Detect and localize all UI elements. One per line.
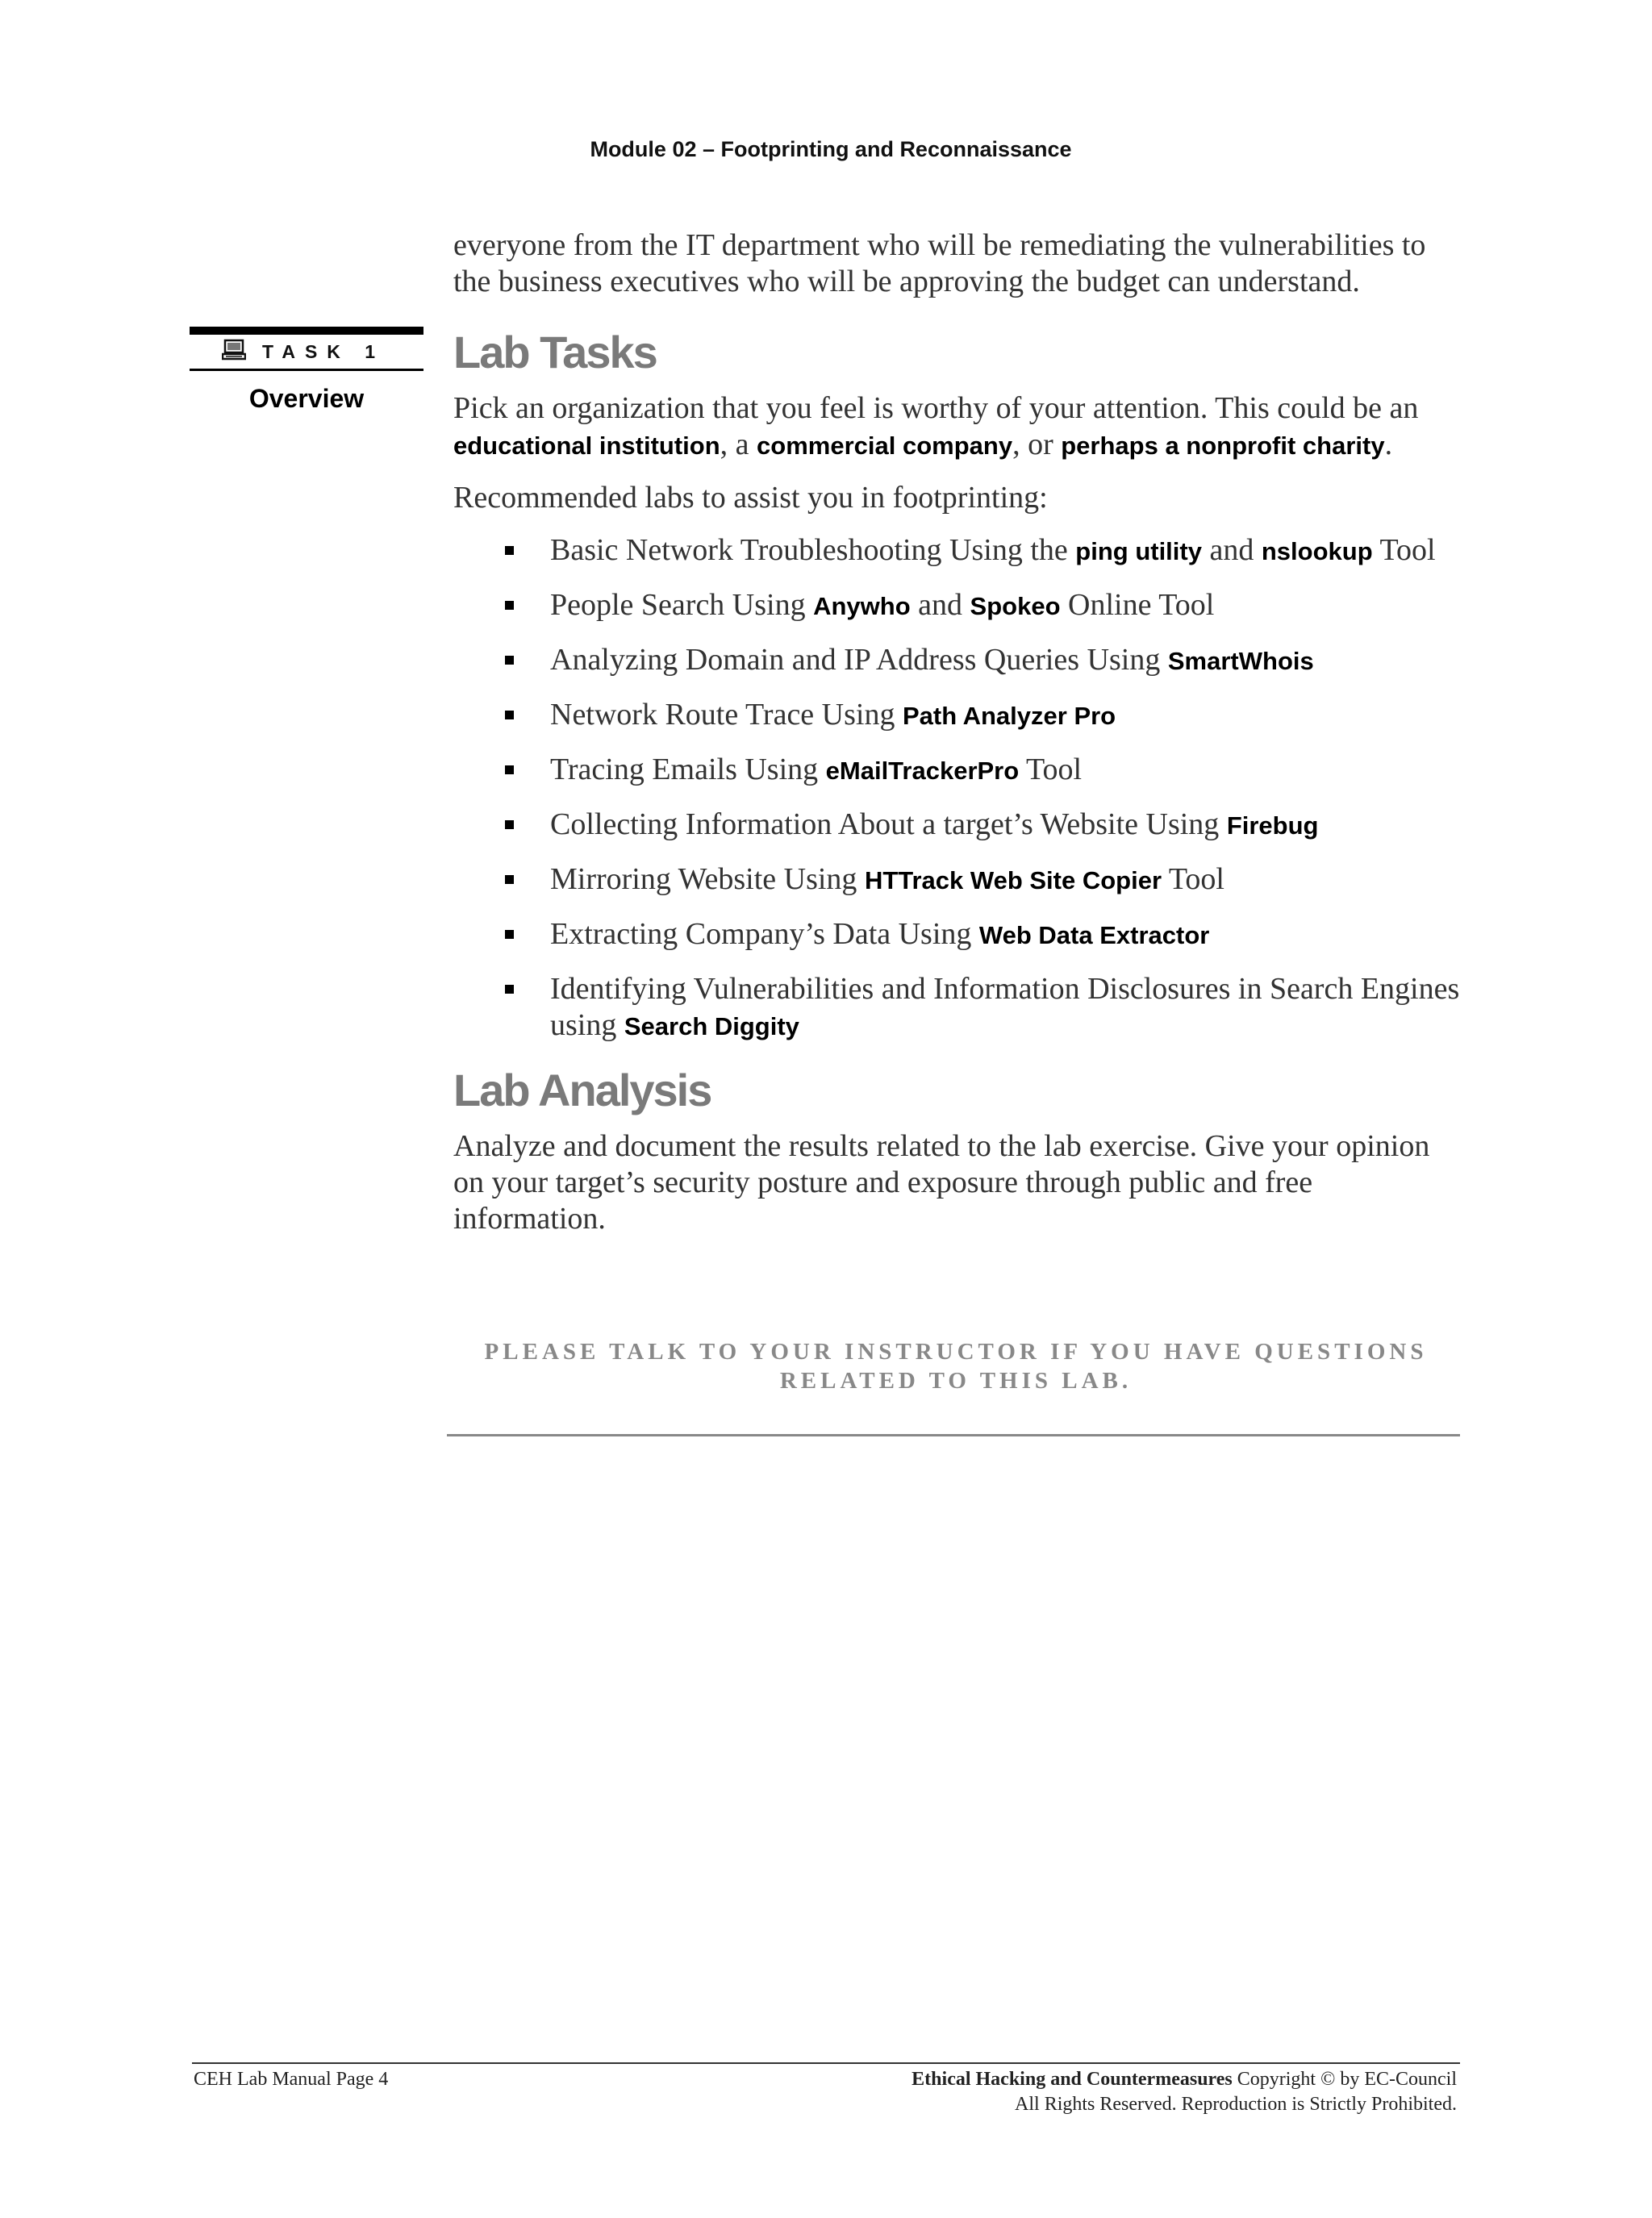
item-text: Network Route Trace Using [550, 698, 903, 732]
lab-analysis-heading: Lab Analysis [453, 1065, 711, 1115]
tool-name: SmartWhois [1167, 647, 1314, 675]
task-label: TASK 1 [262, 340, 386, 362]
bullet-icon [505, 711, 514, 719]
list-item [453, 642, 1462, 679]
tool-name: HTTrack Web Site Copier [864, 866, 1162, 894]
main-content [453, 227, 1462, 1237]
task-sidebar [190, 327, 423, 414]
para-text: , a [720, 427, 757, 461]
item-text: Mirroring Website Using [550, 862, 865, 896]
list-item [453, 752, 1462, 789]
item-text: Tool [1372, 533, 1436, 567]
tool-name: Web Data Extractor [978, 921, 1210, 949]
para-text: Pick an organization that you feel is worthy of your attention. This could be an [453, 391, 1419, 425]
list-item [453, 807, 1462, 844]
tool-name: Firebug [1226, 811, 1319, 840]
term-commercial: commercial company [757, 432, 1013, 460]
recommended-labs-intro: Recommended labs to assist you in footprinting: [453, 481, 1048, 515]
list-item [453, 971, 1462, 1044]
term-nonprofit: perhaps a nonprofit charity [1061, 432, 1385, 460]
intro-continuation: everyone from the IT department who will be remediating the vulnerabilities to the business executives who will be approving the budget can understand. [453, 228, 1426, 298]
bullet-icon [505, 656, 514, 665]
list-item [453, 916, 1462, 953]
bullet-icon [505, 930, 514, 939]
end-rule [447, 1434, 1460, 1436]
lab-analysis-text: Analyze and document the results related to the lab exercise. Give your opinion on your target’s security posture and exposure through public and free information. [453, 1129, 1430, 1236]
tool-name: ping utility [1075, 537, 1202, 565]
term-educational: educational institution [453, 432, 720, 460]
item-text: and [1201, 533, 1262, 567]
item-text: Extracting Company’s Data Using [550, 917, 979, 951]
item-text: People Search Using [550, 588, 814, 622]
tool-name: Search Diggity [624, 1012, 799, 1040]
task-row [190, 335, 423, 371]
overview-label: Overview [248, 384, 365, 413]
para-text: . [1384, 427, 1393, 461]
bullet-icon [505, 875, 514, 884]
lab-tasks-heading: Lab Tasks [453, 327, 657, 377]
tool-name: nslookup [1261, 537, 1373, 565]
bullet-icon [505, 601, 514, 610]
item-text: Tracing Emails Using [550, 753, 826, 786]
recommended-labs-list [453, 532, 1462, 1044]
tool-name: Anywho [813, 592, 911, 620]
list-item [453, 532, 1462, 569]
tool-name: Path Analyzer Pro [902, 702, 1116, 730]
item-text: Basic Network Troubleshooting Using the [550, 533, 1076, 567]
task-top-rule [190, 327, 423, 335]
item-text: Collecting Information About a target’s Website Using [550, 807, 1227, 841]
list-item [453, 861, 1462, 898]
bullet-icon [505, 765, 514, 774]
bullet-icon [505, 546, 514, 555]
footer-course-name: Ethical Hacking and Countermeasures [912, 2069, 1233, 2090]
bullet-icon [505, 820, 514, 829]
item-text: Tool [1019, 753, 1083, 786]
item-text: Analyzing Domain and IP Address Queries Using [550, 643, 1168, 677]
lab-tasks-paragraph [453, 390, 1462, 464]
bullet-icon [505, 985, 514, 994]
item-text: Tool [1162, 862, 1224, 896]
footer-rule [192, 2062, 1460, 2064]
para-text: , or [1012, 427, 1062, 461]
tool-name: eMailTrackerPro [825, 757, 1020, 785]
list-item [453, 697, 1462, 734]
item-text: Identifying Vulnerabilities and Information Disclosures in Search Engines using [550, 972, 1460, 1042]
footer-copyright [726, 2067, 1457, 2117]
footer-page-label: CEH Lab Manual Page 4 [194, 2069, 389, 2090]
footer-copyright-text: Copyright © by EC-Council [1232, 2069, 1457, 2090]
list-item [453, 587, 1462, 624]
item-text: and [910, 588, 970, 622]
footer-copyright-line2: All Rights Reserved. Reproduction is Strictly Prohibited. [1015, 2094, 1457, 2115]
item-text: Online Tool [1060, 588, 1215, 622]
instructor-note: PLEASE TALK TO YOUR INSTRUCTOR IF YOU HAVE QUESTIONS RELATED TO THIS LAB. [484, 1339, 1428, 1394]
footer-copyright-line1 [726, 2067, 1457, 2092]
computer-icon [222, 339, 246, 365]
module-header: Module 02 – Footprinting and Reconnaissance [590, 137, 1072, 161]
tool-name: Spokeo [970, 592, 1061, 620]
